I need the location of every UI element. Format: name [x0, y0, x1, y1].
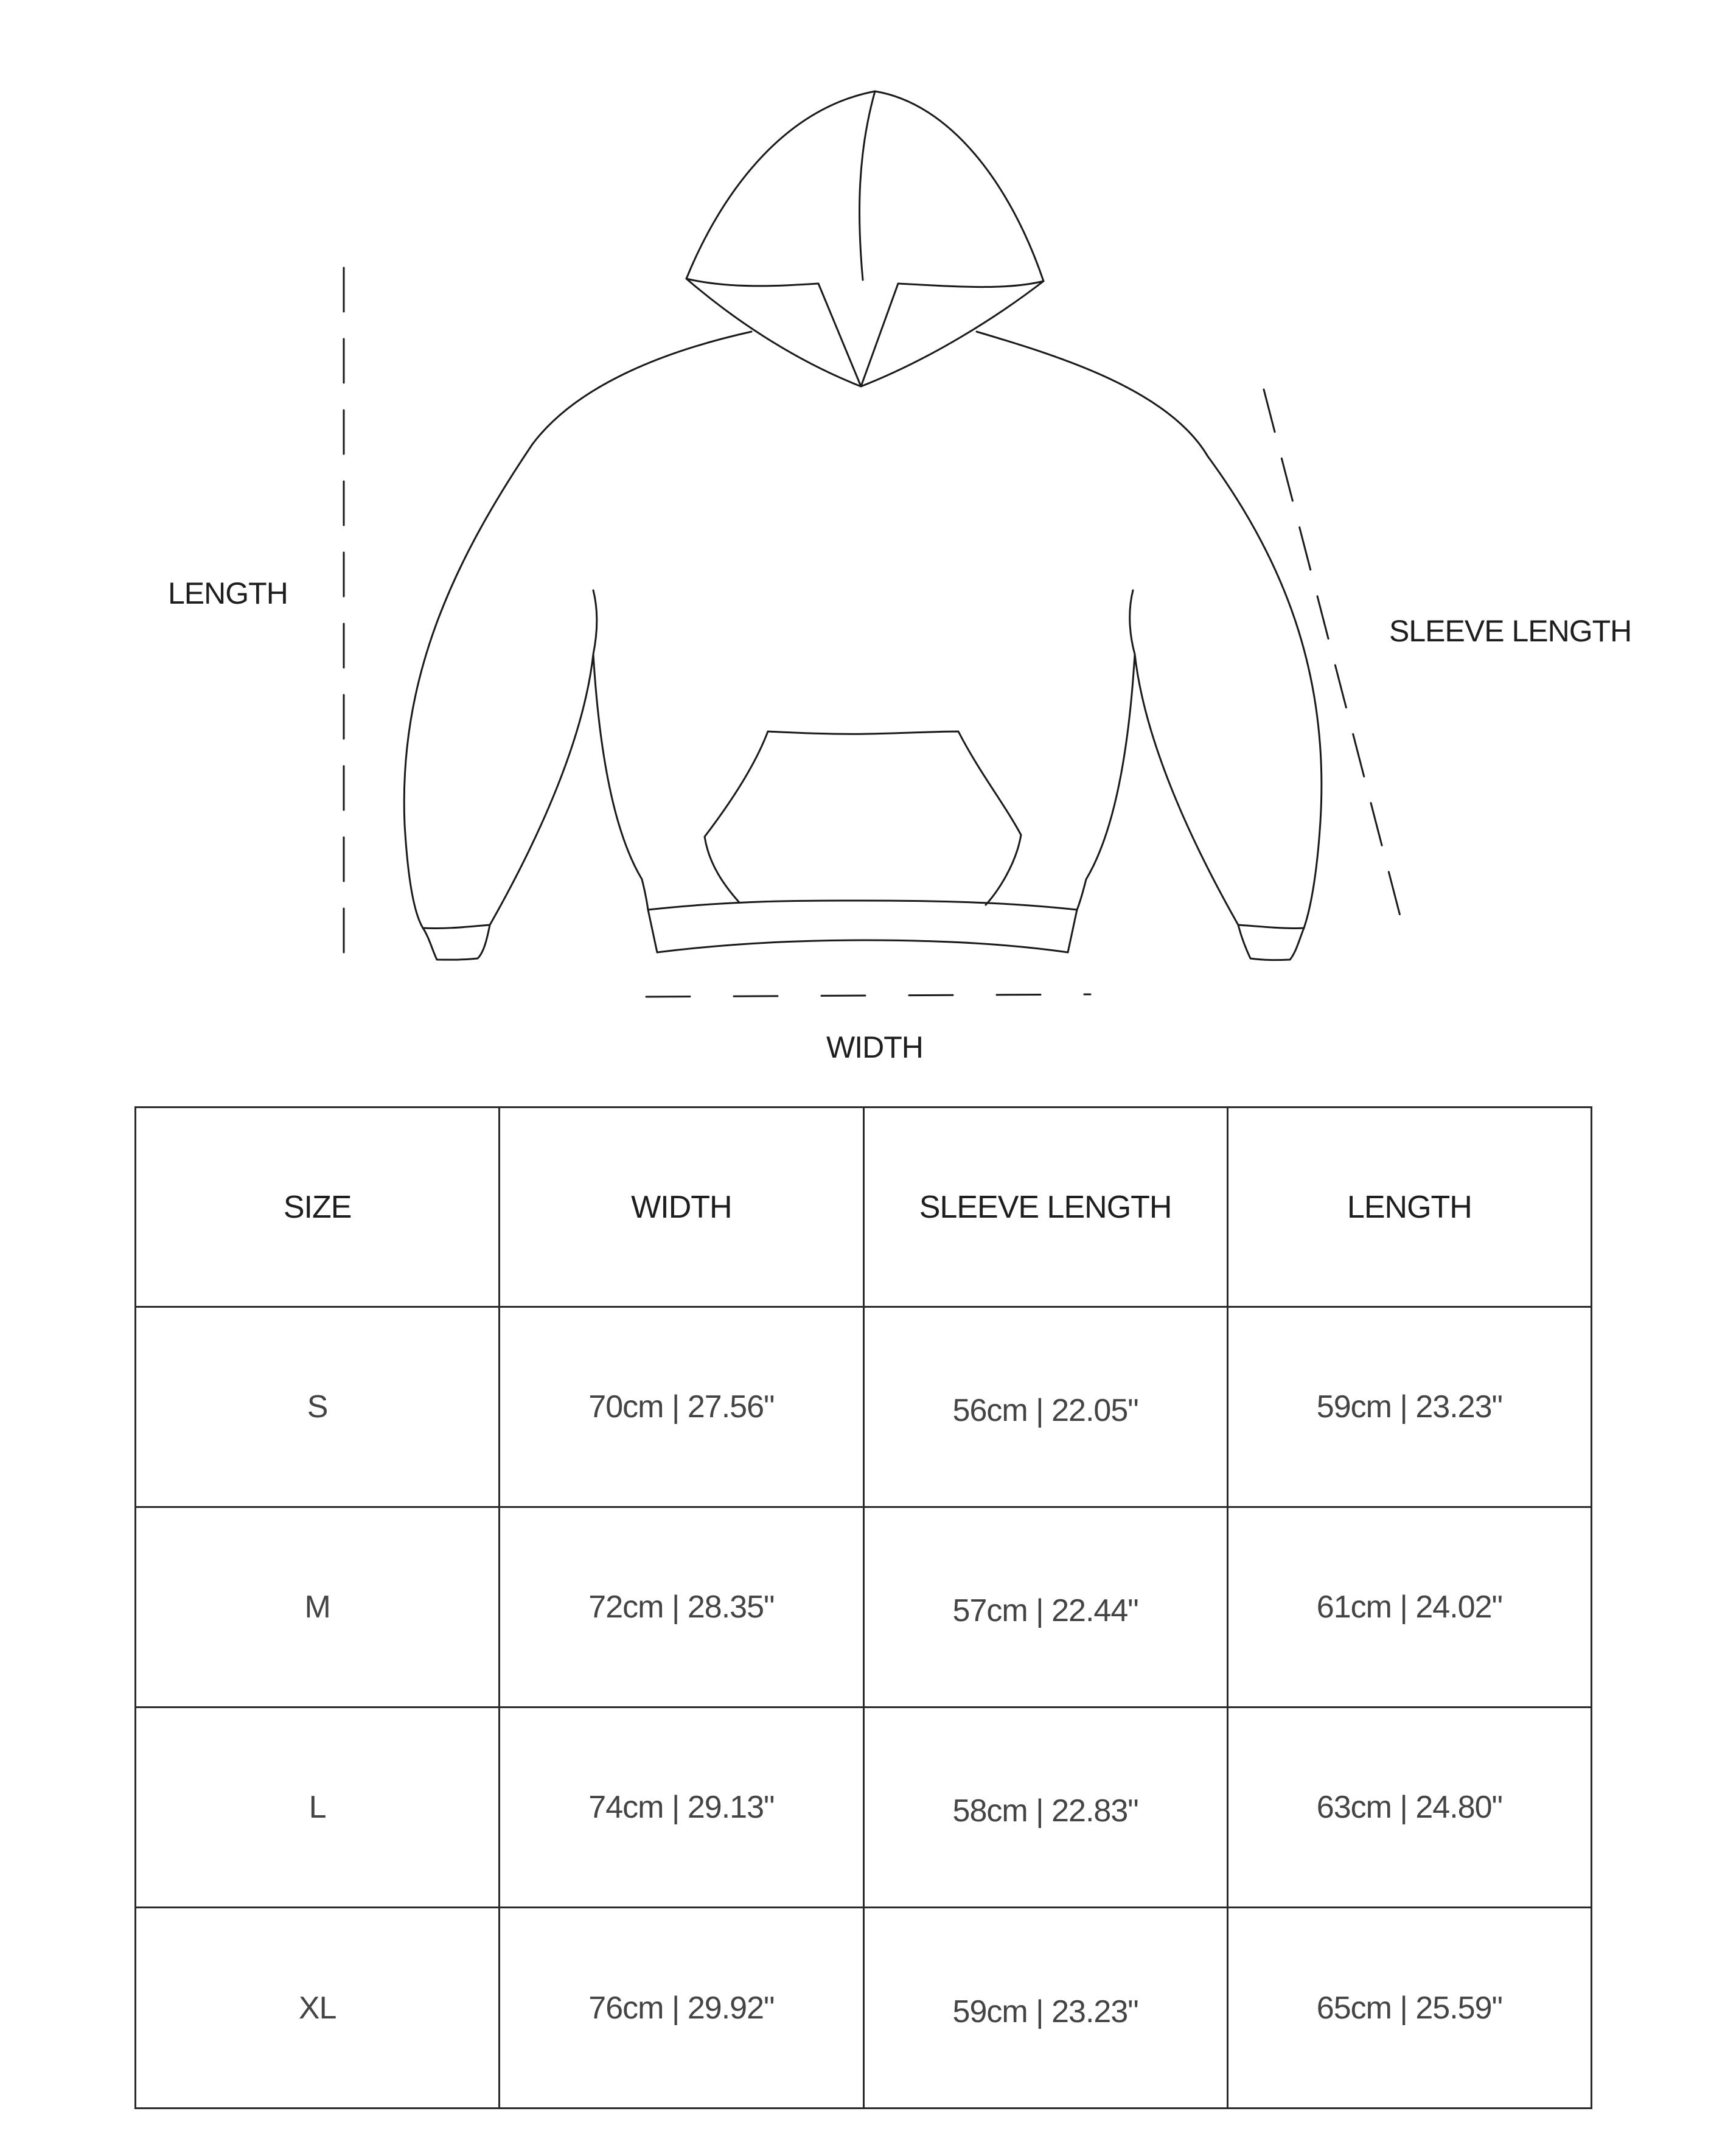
header-width: WIDTH: [500, 1108, 863, 1307]
sleeve-length-cell: [863, 1708, 1227, 1908]
table-row: [136, 1507, 1592, 1708]
hood-opening: [686, 279, 1044, 287]
sleeve-length-cell: [863, 1908, 1227, 2109]
waistband-top: [648, 901, 1077, 910]
header-sleeve-length: SLEEVE LENGTH: [863, 1108, 1227, 1307]
hoodie-measurement-diagram: [0, 0, 1725, 1071]
width-cell: 70cm | 27.56": [500, 1307, 863, 1507]
length-label: LENGTH: [168, 576, 288, 610]
width-cell: 72cm | 28.35": [500, 1507, 863, 1708]
header-length: LENGTH: [1227, 1108, 1591, 1307]
left-sleeve-inner: [490, 654, 593, 925]
size-cell: S: [136, 1307, 500, 1507]
size-cell: M: [136, 1507, 500, 1708]
left-cuff: [423, 925, 490, 960]
length-cell: 61cm | 24.02": [1227, 1507, 1591, 1708]
table-header-row: [136, 1108, 1592, 1307]
size-cell: XL: [136, 1908, 500, 2109]
hood-seam: [860, 91, 875, 280]
length-cell: 59cm | 23.23": [1227, 1307, 1591, 1507]
hood-neck-sides: [686, 279, 1044, 386]
sleeve-guide: [1264, 389, 1404, 930]
pocket: [705, 731, 1021, 905]
right-torso-side: [1077, 590, 1135, 910]
length-cell: 63cm | 24.80": [1227, 1708, 1591, 1908]
header-size: SIZE: [136, 1108, 500, 1307]
size-cell: L: [136, 1708, 500, 1908]
width-cell: 74cm | 29.13": [500, 1708, 863, 1908]
right-shoulder: [977, 332, 1208, 456]
table-row: [136, 1908, 1592, 2109]
table-row: [136, 1708, 1592, 1908]
right-cuff: [1238, 925, 1304, 960]
hood-neck: [818, 284, 898, 386]
waistband-bottom: [657, 940, 1068, 952]
length-cell: 65cm | 25.59": [1227, 1908, 1591, 2109]
width-label: WIDTH: [826, 1030, 923, 1064]
sleeve-length-value: 57cm | 22.44": [952, 1593, 1138, 1628]
hoodie-outline: [0, 0, 1725, 1071]
sleeve-length-value: 58cm | 22.83": [952, 1793, 1138, 1829]
sleeve-length-value: 59cm | 23.23": [952, 1994, 1138, 2029]
table-row: [136, 1307, 1592, 1507]
sleeve-length-label: SLEEVE LENGTH: [1389, 614, 1632, 648]
sleeve-length-cell: [863, 1307, 1227, 1507]
width-guide: [646, 994, 1090, 997]
sleeve-length-cell: [863, 1507, 1227, 1708]
right-sleeve-outer: [1208, 456, 1322, 928]
hood-outer: [686, 91, 1044, 281]
left-torso-side: [593, 590, 648, 910]
sleeve-length-value: 56cm | 22.05": [952, 1393, 1138, 1428]
left-sleeve-outer: [404, 444, 532, 928]
left-shoulder: [532, 332, 751, 444]
width-cell: 76cm | 29.92": [500, 1908, 863, 2109]
right-sleeve-inner: [1135, 654, 1238, 925]
size-chart-table: [134, 1106, 1592, 2109]
